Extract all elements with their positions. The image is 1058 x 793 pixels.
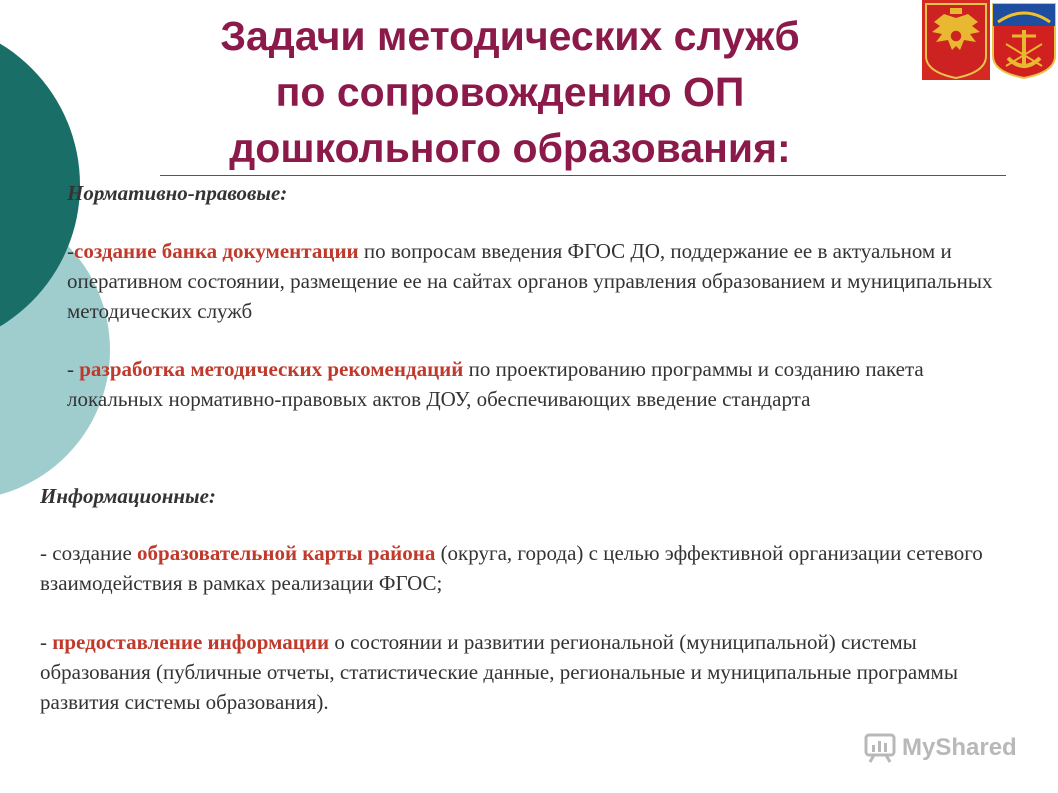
normative-item-documentation-bank xyxy=(67,236,1042,326)
item-text: по проектированию программы и созданию пакета локальных нормативно-правовых актов ДОУ, обеспечивающих введение стандарта xyxy=(67,357,924,411)
page-title xyxy=(150,8,870,176)
myshared-logo-icon xyxy=(864,733,898,763)
title-divider xyxy=(160,175,1006,176)
item-text: о состоянии и развитии региональной (муниципальной) системы образования (публичные отчеты, статистические данные, региональные и муниципальные программы развития системы образования). xyxy=(40,630,958,714)
item-highlight: образовательной карты района xyxy=(137,541,436,565)
informational-item-education-map xyxy=(40,538,1000,598)
russia-coat-of-arms-icon xyxy=(922,0,990,80)
item-prefix: - xyxy=(67,357,80,381)
item-highlight: разработка методических рекомендаций xyxy=(79,357,464,381)
watermark-text: MyShared xyxy=(902,734,1017,761)
item-prefix: - xyxy=(67,239,74,263)
item-text: по вопросам введения ФГОС ДО, поддержание ее в актуальном и оперативном состоянии, размещение ее на сайтах органов управления образованием и муниципальных методических служб xyxy=(67,239,993,323)
informational-item-information-provision xyxy=(40,627,1020,717)
item-highlight: создание банка документации xyxy=(74,239,359,263)
title-line-2: по сопровождению ОП xyxy=(275,69,745,115)
normative-heading: Нормативно-правовые: xyxy=(67,181,288,205)
item-text: (округа, города) с целью эффективной организации сетевого взаимодействия в рамках реализации ФГОС; xyxy=(40,541,983,595)
title-line-1: Задачи методических служб xyxy=(220,13,800,59)
normative-item-methodical-recommendations xyxy=(67,354,997,414)
item-prefix: - создание xyxy=(40,541,138,565)
item-prefix: - xyxy=(40,630,53,654)
murmansk-coat-of-arms-icon xyxy=(990,0,1058,80)
myshared-watermark xyxy=(864,730,1034,766)
item-highlight: предоставление информации xyxy=(52,630,330,654)
emblems xyxy=(922,0,1058,80)
title-line-3: дошкольного образования: xyxy=(229,125,791,171)
informational-heading: Информационные: xyxy=(40,484,216,508)
